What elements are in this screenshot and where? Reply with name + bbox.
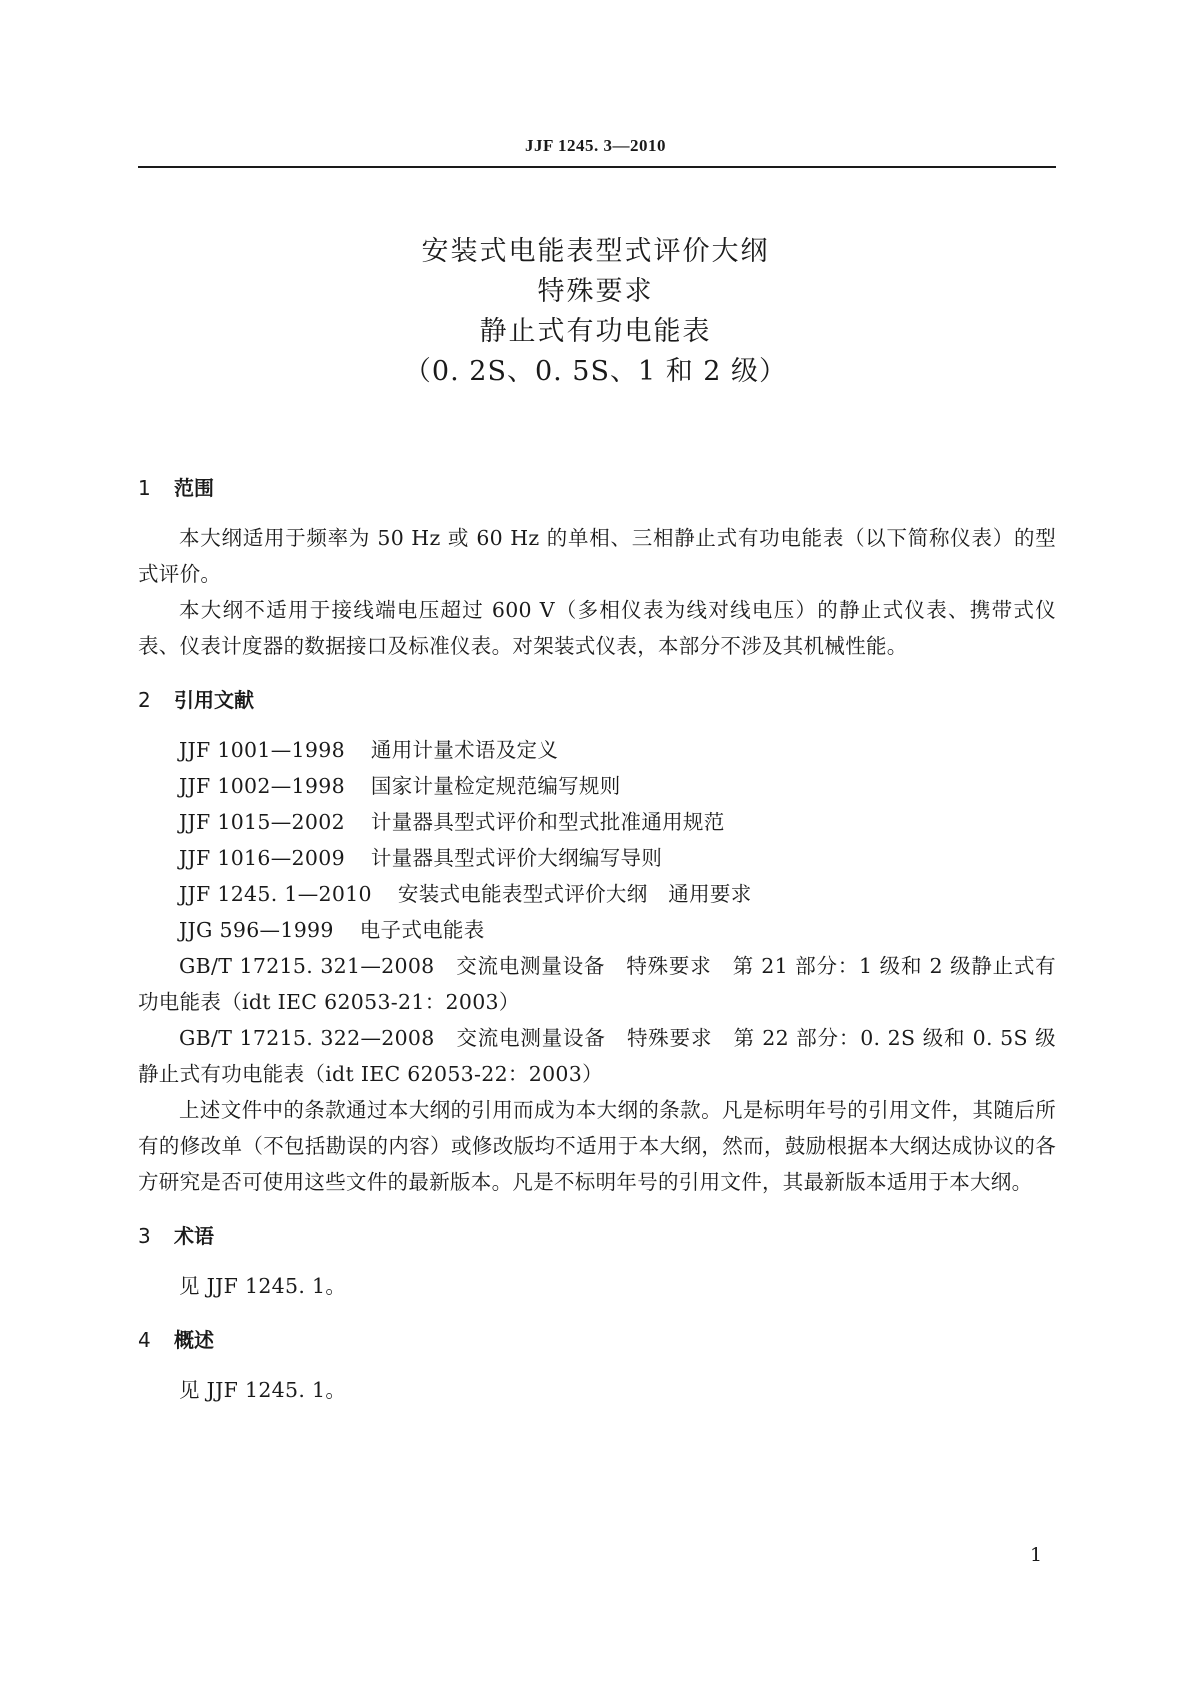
section-title: 范围 xyxy=(174,476,214,500)
reference-code: JJF 1016—2009 xyxy=(179,846,345,870)
section-number: 1 xyxy=(138,476,151,500)
reference-item xyxy=(138,876,1056,912)
reference-title: 安装式电能表型式评价大纲 通用要求 xyxy=(397,882,752,906)
reference-code: JJG 596—1999 xyxy=(179,918,334,942)
section-number: 4 xyxy=(138,1328,151,1352)
reference-code: JJF 1245. 1—2010 xyxy=(179,882,372,906)
paragraph: 见 JJF 1245. 1。 xyxy=(179,1378,347,1402)
section-number: 3 xyxy=(138,1224,151,1248)
title-line-main: 安装式电能表型式评价大纲 xyxy=(421,236,770,267)
reference-title: 通用计量术语及定义 xyxy=(370,738,559,762)
reference-title: 计量器具型式评价大纲编写导则 xyxy=(370,846,663,870)
paragraph: 本大纲不适用于接线端电压超过 600 V（多相仪表为线对线电压）的静止式仪表、携带式仪表、仪表计度器的数据接口及标准仪表。对架装式仪表，本部分不涉及其机械性能。 xyxy=(138,598,1056,658)
section-overview xyxy=(138,1322,1056,1408)
section-title: 概述 xyxy=(174,1328,214,1352)
section-heading xyxy=(138,470,1056,506)
reference-code: JJF 1015—2002 xyxy=(179,810,345,834)
section-title: 术语 xyxy=(174,1224,214,1248)
document-body xyxy=(138,470,1056,1408)
reference-item xyxy=(138,840,1056,876)
reference-code: JJF 1001—1998 xyxy=(179,738,345,762)
header-divider xyxy=(138,166,1056,168)
section-title: 引用文献 xyxy=(174,688,254,712)
reference-code: JJF 1002—1998 xyxy=(179,774,345,798)
title-line-sub2: 静止式有功电能表 xyxy=(479,316,712,347)
reference-item xyxy=(138,732,1056,768)
reference-item: GB/T 17215. 321—2008 交流电测量设备 特殊要求 第 21 部分：1 级和 2 级静止式有功电能表（idt IEC 62053-21：2003） xyxy=(138,954,1056,1014)
section-number: 2 xyxy=(138,688,151,712)
document-title xyxy=(0,232,1191,392)
title-line-classes: （0. 2S、0. 5S、1 和 2 级） xyxy=(403,356,788,387)
section-heading xyxy=(138,1218,1056,1254)
page-number: 1 xyxy=(1030,1544,1043,1566)
paragraph: 上述文件中的条款通过本大纲的引用而成为本大纲的条款。凡是标明年号的引用文件，其随后所有的修改单（不包括勘误的内容）或修改版均不适用于本大纲，然而，鼓励根据本大纲达成协议的各方研究是否可使用这些文件的最新版本。凡是不标明年号的引用文件，其最新版本适用于本大纲。 xyxy=(138,1098,1056,1194)
section-terms xyxy=(138,1218,1056,1304)
standard-code-header: JJF 1245. 3—2010 xyxy=(524,136,666,155)
reference-item xyxy=(138,912,1056,948)
section-scope xyxy=(138,470,1056,664)
section-references xyxy=(138,682,1056,1200)
paragraph: 本大纲适用于频率为 50 Hz 或 60 Hz 的单相、三相静止式有功电能表（以下简称仪表）的型式评价。 xyxy=(138,526,1056,586)
section-heading xyxy=(138,1322,1056,1358)
reference-title: 计量器具型式评价和型式批准通用规范 xyxy=(370,810,725,834)
reference-item xyxy=(138,768,1056,804)
paragraph: 见 JJF 1245. 1。 xyxy=(179,1274,347,1298)
reference-item: GB/T 17215. 322—2008 交流电测量设备 特殊要求 第 22 部分：0. 2S 级和 0. 5S 级静止式有功电能表（idt IEC 62053-22：2003） xyxy=(138,1026,1056,1086)
reference-item xyxy=(138,804,1056,840)
title-line-sub1: 特殊要求 xyxy=(537,276,654,307)
reference-title: 电子式电能表 xyxy=(359,918,485,942)
reference-list xyxy=(138,732,1056,1092)
section-heading xyxy=(138,682,1056,718)
reference-title: 国家计量检定规范编写规则 xyxy=(370,774,621,798)
